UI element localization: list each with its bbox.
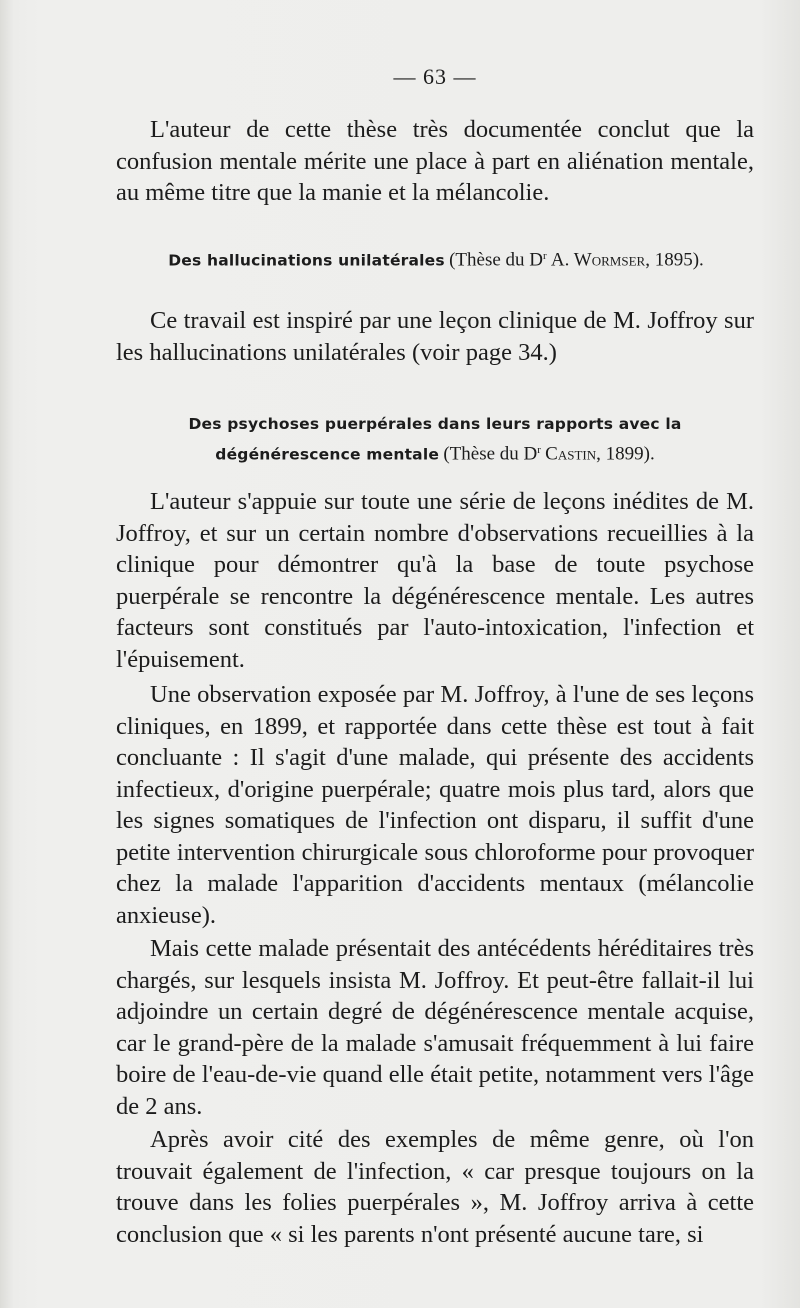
heading-ref-author: A. Wormser [550, 249, 646, 271]
heading-ref-sup: r [537, 444, 541, 456]
heading-ref-year: , 1895). [645, 249, 704, 271]
heading-ref-sup: r [543, 250, 547, 262]
section-heading-psychoses [140, 411, 730, 468]
paragraph-conclusion: L'auteur de cette thèse très documentée conclut que la confusion mentale mérite une place à part en aliénation mentale, au même titre que la manie et la mélancolie. [116, 116, 754, 206]
section-heading-hallucinations [116, 243, 756, 274]
paragraph-exemples: Après avoir cité des exemples de même genre, où l'on trouvait également de l'infection, « car presque toujours on la trouve dans les folies puerpérales », M. Joffroy arriva à cette conclusion que « si les parents n'ont présenté aucune tare, si [116, 1126, 754, 1248]
heading-title-line2: dégénérescence mentale [215, 445, 440, 464]
paragraph-observation: Une observation exposée par M. Joffroy, à l'une de ses leçons cliniques, en 1899, et rapportée dans cette thèse est tout à fait concluante : Il s'agit d'une malade, qui présente des accidents infectieux, d'origine puerpérale; quatre mois plus tard, alors que les signes somatiques de l'infection ont disparu, il suffit d'une petite intervention chirurgicale sous chloroforme pour provoquer chez la malade l'apparition d'accidents mentaux (mélancolie anxieuse). [116, 681, 754, 929]
heading-ref-year: , 1899). [596, 443, 655, 465]
heading-ref-author: Castin [545, 443, 597, 465]
paragraph-antecedents: Mais cette malade présentait des antécédents héréditaires très chargés, sur lesquels insista M. Joffroy. Et peut-être fallait-il lui adjoindre un certain degré de dégénérescence mentale acquise, car le grand-père de la malade s'amusait fréquemment à lui faire boire de l'eau-de-vie quand elle était petite, notamment vers l'âge de 2 ans. [116, 935, 754, 1120]
heading-title: Des hallucinations unilatérales [168, 251, 445, 270]
heading-title-line1: Des psychoses puerpérales dans leurs rapports avec la [188, 415, 682, 433]
heading-ref-open: (Thèse du D [449, 249, 543, 271]
paragraph-auteur-appuie: L'auteur s'appuie sur toute une série de leçons inédites de M. Joffroy, et sur un certain nombre d'observations recueillies à la clinique pour démontrer qu'à la base de toute psychose puerpérale se rencontre la dégénérescence mentale. Les autres facteurs sont constitués par l'auto-intoxication, l'infection et l'épuisement. [116, 488, 754, 673]
page-number: — 63 — [393, 64, 477, 89]
heading-ref-open: (Thèse du D [443, 443, 538, 465]
paragraph-travail: Ce travail est inspiré par une leçon clinique de M. Joffroy sur les hallucinations unilatérales (voir page 34.) [116, 307, 754, 366]
